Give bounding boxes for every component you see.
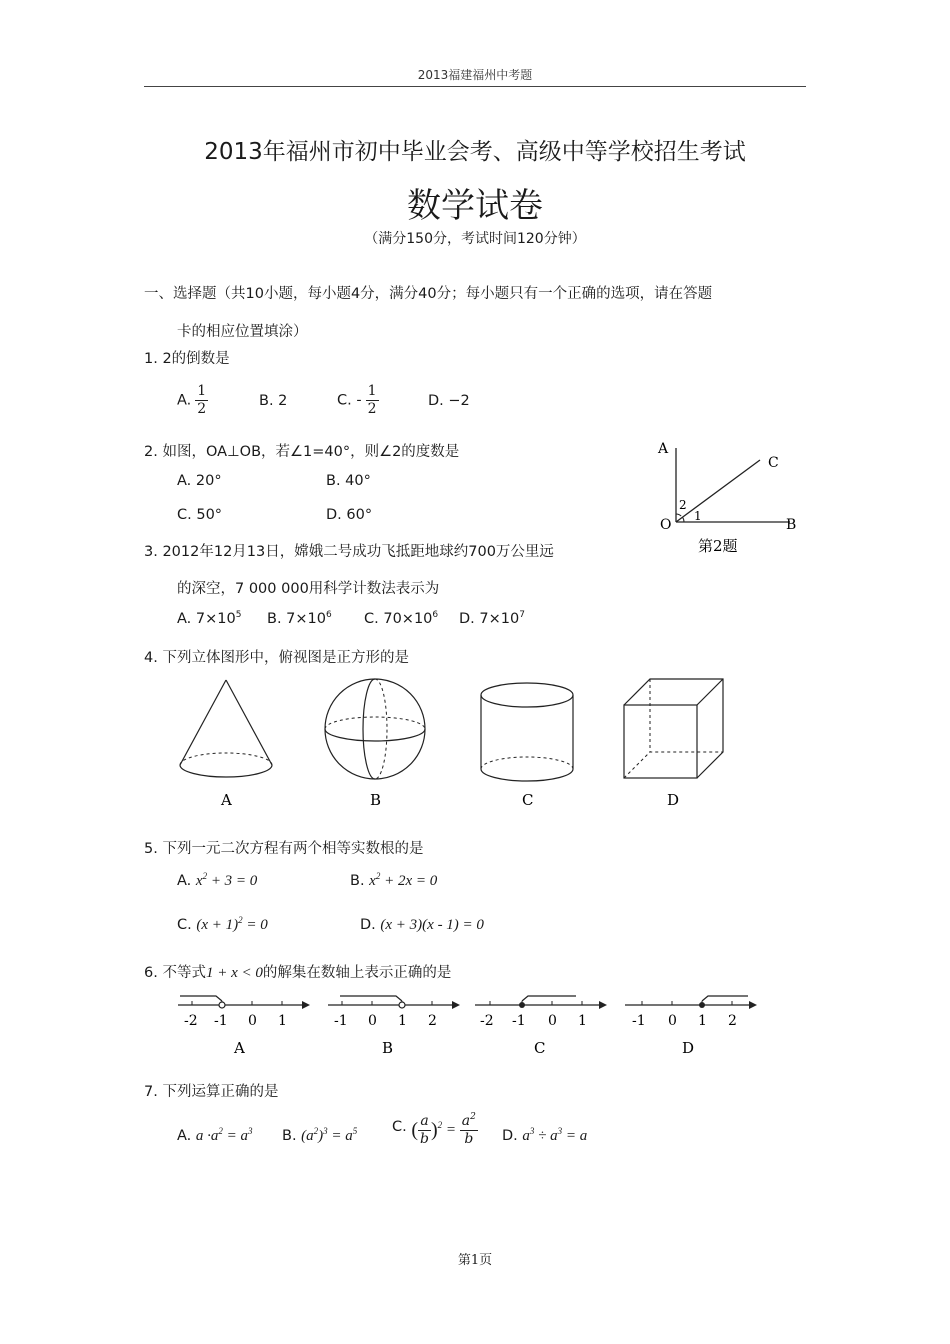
- q1-c-num: 1: [367, 383, 377, 399]
- q7-a-label: A.: [177, 1128, 192, 1144]
- q7-d-expr: $a^3 \div a^3 = a$: [522, 1126, 588, 1144]
- q7-option-d: [502, 1128, 587, 1145]
- q1-c-den: 2: [367, 401, 377, 417]
- number-line-c: [475, 996, 607, 1057]
- q5-c-expr: [196, 917, 267, 933]
- q5-c-label: C.: [177, 917, 192, 933]
- ray-oc: [676, 460, 760, 522]
- solid-label-b: B: [370, 791, 382, 809]
- line-d-tick-1: -1: [632, 1013, 646, 1029]
- q4-solids-figure: [170, 672, 760, 817]
- line-b-tick-3: 1: [398, 1013, 407, 1029]
- q7-b-expr: $(a^2)^3 = a^5$: [301, 1126, 358, 1144]
- label-b: B: [786, 517, 797, 533]
- line-c-tick-3: 0: [548, 1013, 557, 1029]
- q5-c-rest: = 0: [242, 917, 268, 933]
- q7-a-expr: $a \cdot a^2 = a^3$: [195, 1126, 253, 1144]
- label-a: A: [658, 441, 669, 457]
- page-number: 第1页: [457, 1253, 493, 1268]
- solid-label-a: A: [221, 791, 232, 809]
- q1-a-fraction: [195, 383, 208, 418]
- line-c-tick-2: -1: [512, 1013, 526, 1029]
- q1-a-num: 1: [197, 383, 207, 399]
- q5-option-c: [177, 917, 268, 934]
- q5-a-label: A.: [177, 873, 192, 889]
- line-d-tick-3: 1: [698, 1013, 707, 1029]
- q6-stem-post: 的解集在数轴上表示正确的是: [262, 965, 452, 981]
- q1-c-label: C. -: [337, 392, 362, 409]
- q5-option-a: [177, 873, 257, 890]
- fig-caption: 第2题: [698, 537, 738, 555]
- q3-d-base: D. 7×10: [459, 611, 520, 627]
- q1-option-c: [337, 383, 379, 418]
- q3-c-base: C. 70×10: [364, 611, 433, 627]
- q7-d-label: D.: [502, 1128, 518, 1144]
- q6-stem-expr: 1 + x < 0: [205, 965, 263, 981]
- line-c-tick-1: -2: [480, 1013, 494, 1029]
- number-line-d: [625, 996, 757, 1057]
- q1-c-fraction: [366, 383, 379, 418]
- q5-option-b: [350, 873, 437, 890]
- q6-stem-pre: 6. 不等式: [144, 965, 206, 981]
- line-c-tick-4: 1: [578, 1013, 587, 1029]
- line-d-label: D: [682, 1039, 695, 1057]
- line-a-label: A: [234, 1039, 245, 1057]
- q5-a-exp: 2: [202, 871, 208, 881]
- line-c-label: C: [534, 1039, 546, 1057]
- q3-option-d: [459, 611, 525, 627]
- q5-a-expr: [196, 873, 257, 889]
- q2-stem: 2. 如图，OA⊥OB，若∠1=40°，则∠2的度数是: [144, 444, 460, 460]
- q2-option-a: A. 20°: [177, 473, 222, 489]
- q5-a-base: x: [195, 873, 203, 889]
- q5-b-base: x: [369, 873, 376, 889]
- line-a-tick-2: -1: [214, 1013, 228, 1029]
- line-b-tick-4: 2: [428, 1013, 437, 1029]
- label-angle-2: 2: [679, 498, 687, 512]
- q5-b-label: B.: [350, 873, 365, 889]
- cylinder-shape: [481, 683, 573, 781]
- label-angle-1: 1: [694, 509, 702, 523]
- q3-b-base: B. 7×10: [267, 611, 326, 627]
- q4-stem: 4. 下列立体图形中，俯视图是正方形的是: [144, 650, 409, 666]
- number-line-a: [178, 996, 310, 1057]
- label-c: C: [768, 455, 779, 471]
- q7-option-a: [177, 1128, 253, 1145]
- header-rule: [144, 86, 806, 87]
- angle-1-arc: [683, 517, 685, 522]
- q3-a-base: A. 7×10: [177, 611, 236, 627]
- section-line-1: 一、选择题（共10小题，每小题4分，满分40分；每小题只有一个正确的选项，请在答题: [144, 286, 713, 302]
- q3-c-exp: 6: [432, 610, 439, 620]
- q7-stem: 7. 下列运算正确的是: [144, 1084, 279, 1100]
- q6-number-lines: [170, 990, 770, 1060]
- line-d-tick-4: 2: [728, 1013, 737, 1029]
- q5-c-base: (x + 1): [196, 917, 239, 933]
- q1-option-a: [177, 383, 208, 418]
- cone-shape: [180, 680, 272, 777]
- q3-option-c: [364, 611, 438, 627]
- q6-stem: [144, 961, 451, 982]
- q7-b-label: B.: [282, 1128, 297, 1144]
- line-a-tick-4: 1: [278, 1013, 287, 1029]
- line-b-label: B: [382, 1039, 394, 1057]
- q2-figure: [650, 436, 810, 561]
- q2-option-c: C. 50°: [177, 507, 223, 523]
- q5-option-d: [360, 917, 484, 934]
- q1-a-label: A.: [177, 392, 192, 409]
- running-header: 2013福建福州中考题: [417, 68, 533, 82]
- q3-stem-2: 的深空，7 000 000用科学计数法表示为: [177, 581, 440, 597]
- q1-a-den: 2: [197, 401, 207, 417]
- line-d-tick-2: 0: [668, 1013, 677, 1029]
- q7-option-b: [282, 1128, 357, 1145]
- number-line-b: [328, 996, 460, 1057]
- q5-d-expr: (x + 3)(x - 1) = 0: [380, 917, 484, 933]
- q7-c-expr: ( $\frac{a}{b}$ )$^2$ = $\frac{a^2}{b}$: [411, 1112, 476, 1147]
- q2-option-d: D. 60°: [326, 507, 373, 523]
- q2-option-b: B. 40°: [326, 473, 371, 489]
- q1-stem: 1. 2的倒数是: [144, 351, 230, 367]
- q5-stem: 5. 下列一元二次方程有两个相等实数根的是: [144, 841, 424, 857]
- cube-shape: [624, 679, 723, 778]
- section-heading: [144, 275, 808, 351]
- q5-a-rest: + 3 = 0: [207, 873, 258, 889]
- q1-option-d: D. −2: [428, 393, 470, 409]
- exam-title: 2013年福州市初中毕业会考、高级中等学校招生考试: [204, 139, 746, 165]
- q7-c-label: C.: [392, 1118, 407, 1135]
- q5-b-expr: [369, 873, 437, 889]
- q5-b-rest: + 2x = 0: [380, 873, 438, 889]
- q5-c-exp: 2: [238, 915, 243, 925]
- q3-option-a: [177, 611, 241, 627]
- sphere-shape: [325, 679, 425, 779]
- solid-label-c: C: [522, 791, 534, 809]
- angle-2-arc: [676, 514, 681, 516]
- line-a-tick-1: -2: [184, 1013, 198, 1029]
- line-b-tick-1: -1: [334, 1013, 348, 1029]
- q5-b-exp: 2: [375, 871, 381, 881]
- q5-d-label: D.: [360, 917, 376, 933]
- q3-b-exp: 6: [326, 610, 332, 620]
- q3-option-b: [267, 611, 332, 627]
- label-o: O: [660, 517, 672, 533]
- section-line-2: 卡的相应位置填涂）: [177, 324, 308, 340]
- q3-d-exp: 7: [519, 610, 525, 620]
- q3-stem-1: 3. 2012年12月13日，嫦娥二号成功飞抵距地球约700万公里远: [144, 544, 554, 560]
- line-a-tick-3: 0: [248, 1013, 257, 1029]
- q1-option-b: B. 2: [259, 393, 288, 409]
- q7-option-c: [392, 1113, 478, 1148]
- subject-title: 数学试卷: [407, 186, 543, 226]
- solid-label-d: D: [667, 791, 680, 809]
- exam-note: （满分150分，考试时间120分钟）: [364, 231, 586, 247]
- q3-a-exp: 5: [235, 610, 242, 620]
- line-b-tick-2: 0: [368, 1013, 377, 1029]
